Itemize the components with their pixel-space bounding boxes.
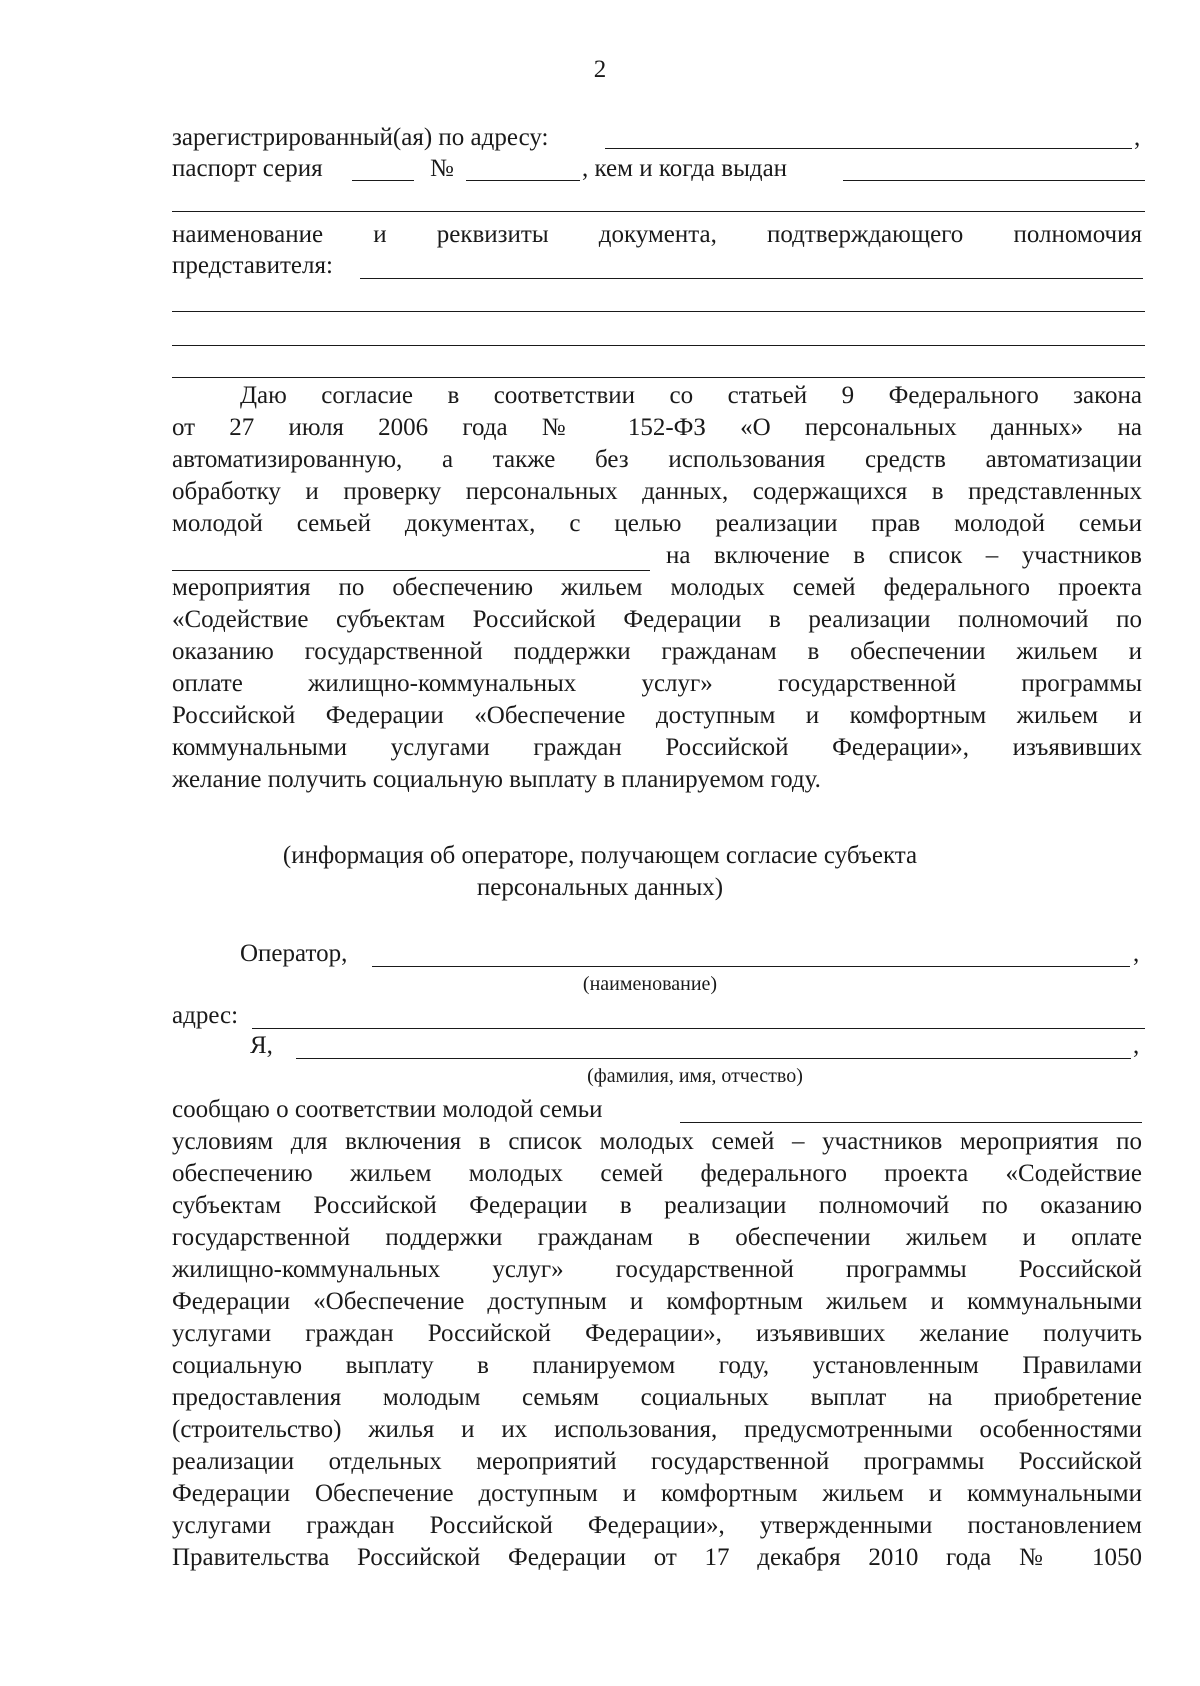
report-line: Правительства Российской Федерации от 17 декабря 2010 года № 1050	[172, 1544, 1142, 1571]
passport-issued-blank	[843, 180, 1145, 181]
operator-comma: ,	[1133, 940, 1140, 967]
report-first-line: сообщаю о соответствии молодой семьи	[172, 1096, 603, 1123]
consent-line: на включение в список – участников	[666, 542, 1142, 569]
report-line: условиям для включения в список молодых семей – участников мероприятия по	[172, 1128, 1142, 1155]
consent-line: мероприятия по обеспечению жильем молодых семей федерального проекта	[172, 574, 1142, 601]
blank-line	[172, 311, 1145, 312]
declarant-comma: ,	[1133, 1032, 1140, 1059]
operator-address-label: адрес:	[172, 1002, 239, 1029]
passport-number-sign: №	[430, 155, 454, 182]
declarant-name-caption: (фамилия, имя, отчество)	[587, 1065, 803, 1087]
report-line: реализации отдельных мероприятий государственной программы Российской	[172, 1448, 1142, 1475]
passport-number-blank	[466, 180, 580, 181]
page-number: 2	[593, 56, 607, 83]
consent-line: желание получить социальную выплату в планируемом году.	[172, 766, 821, 793]
consent-line: от 27 июля 2006 года № 152-ФЗ «О персональных данных» на	[172, 414, 1142, 441]
passport-series-label: паспорт серия	[172, 155, 323, 182]
report-line: государственной поддержки гражданам в обеспечении жильем и оплате	[172, 1224, 1142, 1251]
consent-line: коммунальными услугами граждан Российской Федерации», изъявивших	[172, 734, 1142, 761]
report-line: Федерации Обеспечение доступным и комфортным жильем и коммунальными	[172, 1480, 1142, 1507]
operator-address-blank	[252, 1028, 1145, 1029]
report-line: услугами граждан Российской Федерации», утвержденными постановлением	[172, 1512, 1142, 1539]
report-line: услугами граждан Российской Федерации», изъявивших желание получить	[172, 1320, 1142, 1347]
registered-address-label: зарегистрированный(ая) по адресу:	[172, 124, 549, 151]
registered-address-comma: ,	[1134, 124, 1141, 151]
consent-line: оплате жилищно-коммунальных услуг» государственной программы	[172, 670, 1142, 697]
representative-blank	[360, 278, 1143, 279]
report-line: социальную выплату в планируемом году, установленным Правилами	[172, 1352, 1142, 1379]
declarant-label: Я,	[250, 1032, 273, 1059]
report-line: обеспечению жильем молодых семей федерального проекта «Содействие	[172, 1160, 1142, 1187]
report-line: (строительство) жилья и их использования, предусмотренными особенностями	[172, 1416, 1142, 1443]
consent-line: «Содействие субъектам Российской Федерации в реализации полномочий по	[172, 606, 1142, 633]
report-line: предоставления молодым семьям социальных выплат на приобретение	[172, 1384, 1142, 1411]
declarant-name-blank	[296, 1058, 1131, 1059]
family-blank	[680, 1122, 1142, 1123]
operator-info-heading: (информация об операторе, получающем согласие субъекта	[282, 842, 918, 869]
operator-name-blank	[372, 966, 1130, 967]
consent-line: оказанию государственной поддержки гражданам в обеспечении жильем и	[172, 638, 1142, 665]
operator-name-caption: (наименование)	[582, 973, 718, 995]
operator-label: Оператор,	[240, 940, 348, 967]
operator-info-heading: персональных данных)	[476, 874, 724, 901]
report-line: жилищно-коммунальных услуг» государственной программы Российской	[172, 1256, 1142, 1283]
consent-line: Российской Федерации «Обеспечение доступным и комфортным жильем и	[172, 702, 1142, 729]
consent-line: автоматизированную, а также без использования средств автоматизации	[172, 446, 1142, 473]
family-name-blank	[172, 570, 650, 571]
consent-line: обработку и проверку персональных данных, содержащихся в представленных	[172, 478, 1142, 505]
consent-line: Даю согласие в соответствии со статьей 9 Федерального закона	[240, 382, 1142, 409]
registered-address-blank	[605, 148, 1132, 149]
blank-line	[172, 211, 1145, 212]
blank-line	[172, 377, 1145, 378]
representative-label: представителя:	[172, 252, 333, 279]
consent-line: молодой семьей документах, с целью реализации прав молодой семьи	[172, 510, 1142, 537]
passport-series-blank	[352, 180, 414, 181]
passport-issued-label: , кем и когда выдан	[582, 155, 788, 182]
blank-line	[172, 345, 1145, 346]
report-line: субъектам Российской Федерации в реализации полномочий по оказанию	[172, 1192, 1142, 1219]
report-line: Федерации «Обеспечение доступным и комфортным жильем и коммунальными	[172, 1288, 1142, 1315]
representative-document-text: наименование и реквизиты документа, подтверждающего полномочия	[172, 221, 1142, 248]
